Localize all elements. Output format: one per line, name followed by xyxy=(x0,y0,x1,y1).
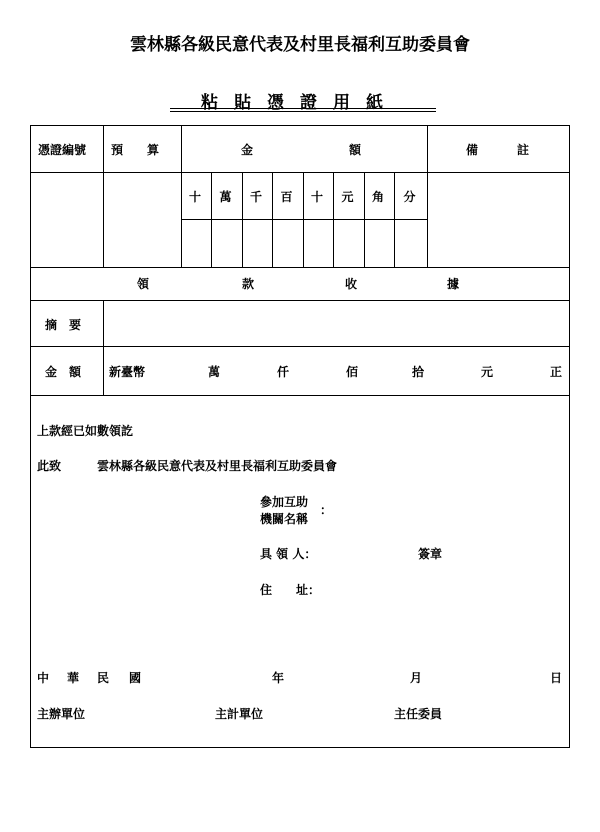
digit-ten: 十 xyxy=(310,190,323,204)
unit-accounting: 主計單位 xyxy=(215,707,264,721)
document-subtitle: 粘貼憑證用紙 xyxy=(201,93,399,113)
date-guo: 國 xyxy=(129,671,142,685)
rule-summary xyxy=(31,346,569,347)
label-col-rule xyxy=(103,300,104,395)
digit-rule-7 xyxy=(394,172,395,267)
unit-host: 主辦單位 xyxy=(37,707,86,721)
unit-wan: 萬 xyxy=(208,365,221,379)
received-statement: 上款經已如數領訖 xyxy=(37,424,134,438)
to-label: 此致 xyxy=(37,459,62,473)
date-month: 月 xyxy=(410,671,423,685)
org-name-label-2: 機關名稱 xyxy=(260,512,309,526)
header-amount-2: 額 xyxy=(349,143,362,157)
rule-receipt-heading xyxy=(31,300,569,301)
digit-jiao: 角 xyxy=(371,190,384,204)
digit-fen: 分 xyxy=(403,190,416,204)
date-zhong: 中 xyxy=(37,671,50,685)
digit-rule-1 xyxy=(211,172,212,267)
unit-qian: 仟 xyxy=(277,365,290,379)
receipt-heading-1: 領 xyxy=(137,277,150,291)
org-name-label-1: 參加互助 xyxy=(260,495,309,509)
address-label: 住 址： xyxy=(260,583,321,597)
rule-table-bottom xyxy=(31,267,569,268)
document-title: 雲林縣各級民意代表及村里長福利互助委員會 xyxy=(130,35,470,55)
date-hua: 華 xyxy=(67,671,80,685)
subtitle-underline-2 xyxy=(170,111,436,112)
header-remark-2: 註 xyxy=(517,143,530,157)
receipt-heading-3: 收 xyxy=(345,277,358,291)
digit-rule-4 xyxy=(303,172,304,267)
col-rule-3 xyxy=(427,126,428,267)
rule-amount xyxy=(31,395,569,396)
digit-rule-6 xyxy=(364,172,365,267)
unit-yuan: 元 xyxy=(481,365,494,379)
subtitle-underline xyxy=(170,108,436,109)
unit-bai: 佰 xyxy=(346,365,359,379)
header-budget: 預 算 xyxy=(111,143,160,157)
receipt-heading-4: 據 xyxy=(447,277,460,291)
date-min: 民 xyxy=(97,671,110,685)
digit-yuan: 元 xyxy=(341,190,354,204)
date-day: 日 xyxy=(550,671,563,685)
receipt-heading-2: 款 xyxy=(242,277,255,291)
rule-digit-row xyxy=(181,219,427,220)
digit-rule-5 xyxy=(333,172,334,267)
seal-label: 簽章 xyxy=(418,547,443,561)
org-name-colon: ： xyxy=(320,503,333,517)
header-amount-1: 金 xyxy=(241,143,254,157)
digit-rule-2 xyxy=(242,172,243,267)
digit-thousand: 千 xyxy=(249,190,262,204)
date-year: 年 xyxy=(272,671,285,685)
rule-header-bottom xyxy=(31,172,569,173)
unit-zheng: 正 xyxy=(550,365,563,379)
to-organization: 雲林縣各級民意代表及村里長福利互助委員會 xyxy=(97,459,338,473)
digit-rule-3 xyxy=(272,172,273,267)
digit-ten-thousand-ten: 十 xyxy=(188,190,201,204)
recipient-label: 具 領 人： xyxy=(260,547,317,561)
header-voucher-no: 憑證編號 xyxy=(38,143,87,157)
digit-ten-thousand: 萬 xyxy=(219,190,232,204)
unit-chief: 主任委員 xyxy=(394,707,443,721)
amount-label: 金 額 xyxy=(45,365,82,379)
unit-shi: 拾 xyxy=(412,365,425,379)
currency-label: 新臺幣 xyxy=(109,365,146,379)
col-rule-1 xyxy=(103,126,104,267)
header-remark-1: 備 xyxy=(466,143,479,157)
summary-label: 摘 要 xyxy=(45,318,82,332)
digit-hundred: 百 xyxy=(280,190,293,204)
